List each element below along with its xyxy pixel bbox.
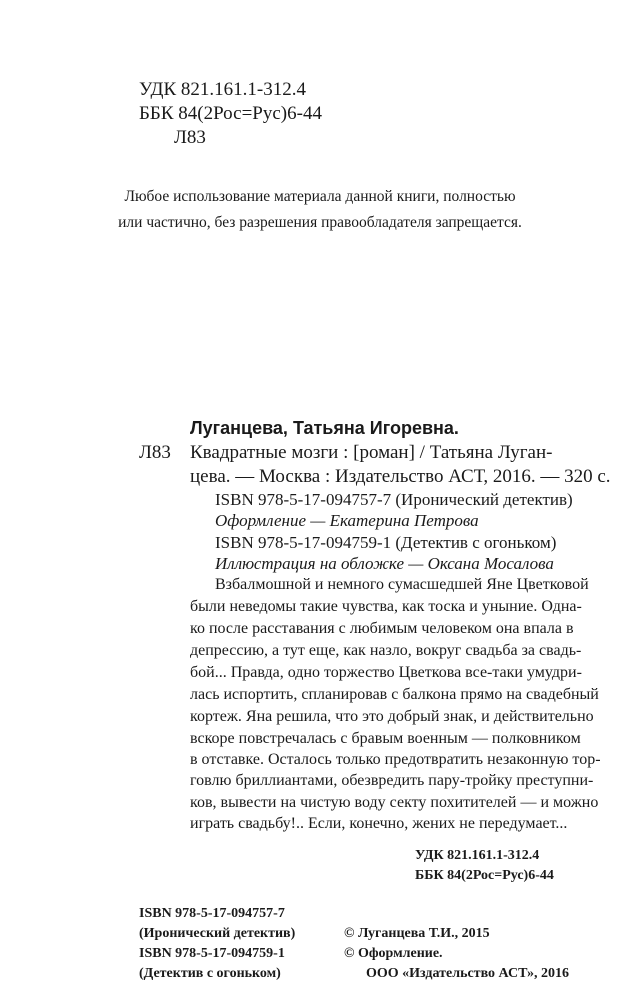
footer-bbk-code: ББК 84(2Рос=Рус)6-44 — [415, 868, 554, 883]
annotation-line: вскоре повстречалась с бравым военным — полковником — [190, 730, 581, 747]
copyright-design: © Оформление. — [344, 946, 443, 961]
bibliography-title-line: цева. — Москва : Издательство АСТ, 2016. — 320 с. — [190, 466, 611, 487]
isbn-entry: ISBN 978-5-17-094757-7 (Иронический детектив) — [215, 490, 573, 509]
annotation-line: депрессию, а тут еще, как назло, вокруг свадьба за свадь- — [190, 642, 582, 659]
book-author: Луганцева, Татьяна Игоревна. — [190, 418, 459, 438]
copyright-author: © Луганцева Т.И., 2015 — [344, 926, 490, 941]
rights-notice-line: или частично, без разрешения правообладателя запрещается. — [118, 214, 522, 231]
author-mark: Л83 — [174, 127, 206, 148]
annotation-line: ков, вывести на чистую воду секту похитителей — и можно — [190, 794, 599, 811]
bibliography-title-line: Квадратные мозги : [роман] / Татьяна Луган- — [190, 442, 553, 463]
annotation-line: Взбалмошной и немного сумасшедшей Яне Цветковой — [215, 576, 589, 593]
copyright-publisher: ООО «Издательство АСТ», 2016 — [366, 966, 570, 981]
design-credit: Оформление — Екатерина Петрова — [215, 511, 479, 530]
footer-udk-code: УДК 821.161.1-312.4 — [415, 848, 540, 863]
bibliography-mark: Л83 — [139, 442, 171, 463]
annotation-line: говлю бриллиантами, обезвредить пару-тройку преступни- — [190, 772, 594, 789]
annotation-line: лась испортить, спланировав с балкона прямо на свадебный — [190, 686, 599, 703]
annotation-line: ко после расставания с любимым человеком она впала в — [190, 620, 574, 637]
annotation-line: кортеж. Яна решила, что это добрый знак, и действительно — [190, 708, 594, 725]
bbk-code: ББК 84(2Рос=Рус)6-44 — [139, 103, 322, 124]
footer-isbn-series: (Детектив с огоньком) — [139, 966, 281, 981]
footer-isbn: ISBN 978-5-17-094757-7 — [139, 906, 285, 921]
illustration-credit: Иллюстрация на обложке — Оксана Мосалова — [215, 554, 554, 573]
footer-isbn: ISBN 978-5-17-094759-1 — [139, 946, 285, 961]
rights-notice-line: Любое использование материала данной книги, полностью — [124, 188, 516, 205]
udk-code: УДК 821.161.1-312.4 — [139, 79, 306, 100]
isbn-entry: ISBN 978-5-17-094759-1 (Детектив с огоньком) — [215, 533, 557, 552]
annotation-line: были неведомы такие чувства, как тоска и уныние. Одна- — [190, 598, 582, 615]
annotation-line: играть свадьбу!.. Если, конечно, жених не передумает... — [190, 815, 568, 832]
annotation-line: бой... Правда, одно торжество Цветкова все-таки умудри- — [190, 664, 582, 681]
footer-isbn-series: (Иронический детектив) — [139, 926, 296, 941]
annotation-line: в отставке. Осталось только предотвратить незаконную тор- — [190, 751, 601, 768]
